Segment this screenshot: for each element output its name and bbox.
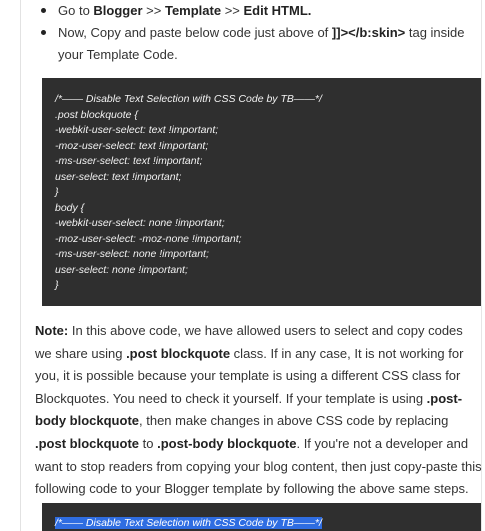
list-item-step-2 — [40, 22, 470, 66]
note-bold: .post-body blockquote — [35, 390, 463, 429]
step1-sep1: >> — [142, 3, 165, 18]
content-left-border — [20, 0, 21, 531]
note-text: class. If in any case, It is not working for you, it is possible because your template is using a different CSS class for Blockquotes. You need to check it yourself. If your template is using — [35, 345, 464, 406]
step1-prefix: Go to — [58, 3, 94, 18]
step2-prefix: Now, Copy and paste below code just above of — [58, 25, 332, 40]
note-bold: .post-body blockquote — [157, 435, 297, 451]
note-text: to — [139, 435, 158, 451]
step1-template: Template — [164, 3, 222, 18]
code-block-2[interactable] — [42, 503, 481, 531]
code-line[interactable]: body { — [55, 201, 85, 214]
step1-sep2: >> — [221, 3, 244, 18]
code-line[interactable]: .post blockquote { — [55, 108, 138, 121]
step2-skin-tag: ]]></b:skin> — [331, 25, 406, 40]
step1-edit-html: Edit HTML. — [243, 3, 312, 18]
code-line[interactable]: } — [55, 279, 59, 291]
code-line[interactable]: -moz-user-select: -moz-none !important; — [55, 232, 242, 245]
code-line[interactable]: -moz-user-select: text !important; — [55, 139, 209, 152]
instruction-list — [40, 0, 470, 66]
code-line[interactable]: -ms-user-select: none !important; — [55, 248, 209, 260]
code-line[interactable]: -webkit-user-select: text !important; — [55, 124, 219, 136]
note-label: Note: — [35, 323, 69, 338]
code-line[interactable]: -ms-user-select: text !important; — [55, 155, 203, 167]
note-paragraph — [35, 320, 482, 501]
code-line[interactable]: user-select: text !important; — [55, 170, 182, 183]
note-text: . If you're not a developer and want to stop readers from copying your blog content, then just copy-paste this following code to your Blogger template by following the above same steps. — [35, 435, 482, 497]
note-text: , then make changes in above CSS code by replacing — [139, 413, 449, 429]
code-line[interactable] — [55, 516, 481, 531]
selected-code-text[interactable]: /*—— Disable Text Selection with CSS Code by TB——*/ — [55, 517, 322, 529]
code-line[interactable]: user-select: none !important; — [55, 263, 188, 276]
code-line[interactable]: /*—— Disable Text Selection with CSS Code by TB——*/ — [55, 93, 322, 105]
step2-suffix: tag inside your Template Code. — [58, 25, 465, 62]
step1-blogger: Blogger — [93, 3, 143, 18]
note-bold: .post blockquote — [35, 435, 139, 451]
code-line[interactable]: } — [55, 186, 59, 198]
note-bold: .post blockquote — [126, 345, 231, 361]
code-line[interactable]: -webkit-user-select: none !important; — [55, 217, 225, 229]
note-text: In this above code, we have allowed users to select and copy codes we share using — [35, 323, 463, 361]
list-item-step-1 — [40, 0, 470, 22]
code-block-1[interactable] — [42, 78, 481, 306]
